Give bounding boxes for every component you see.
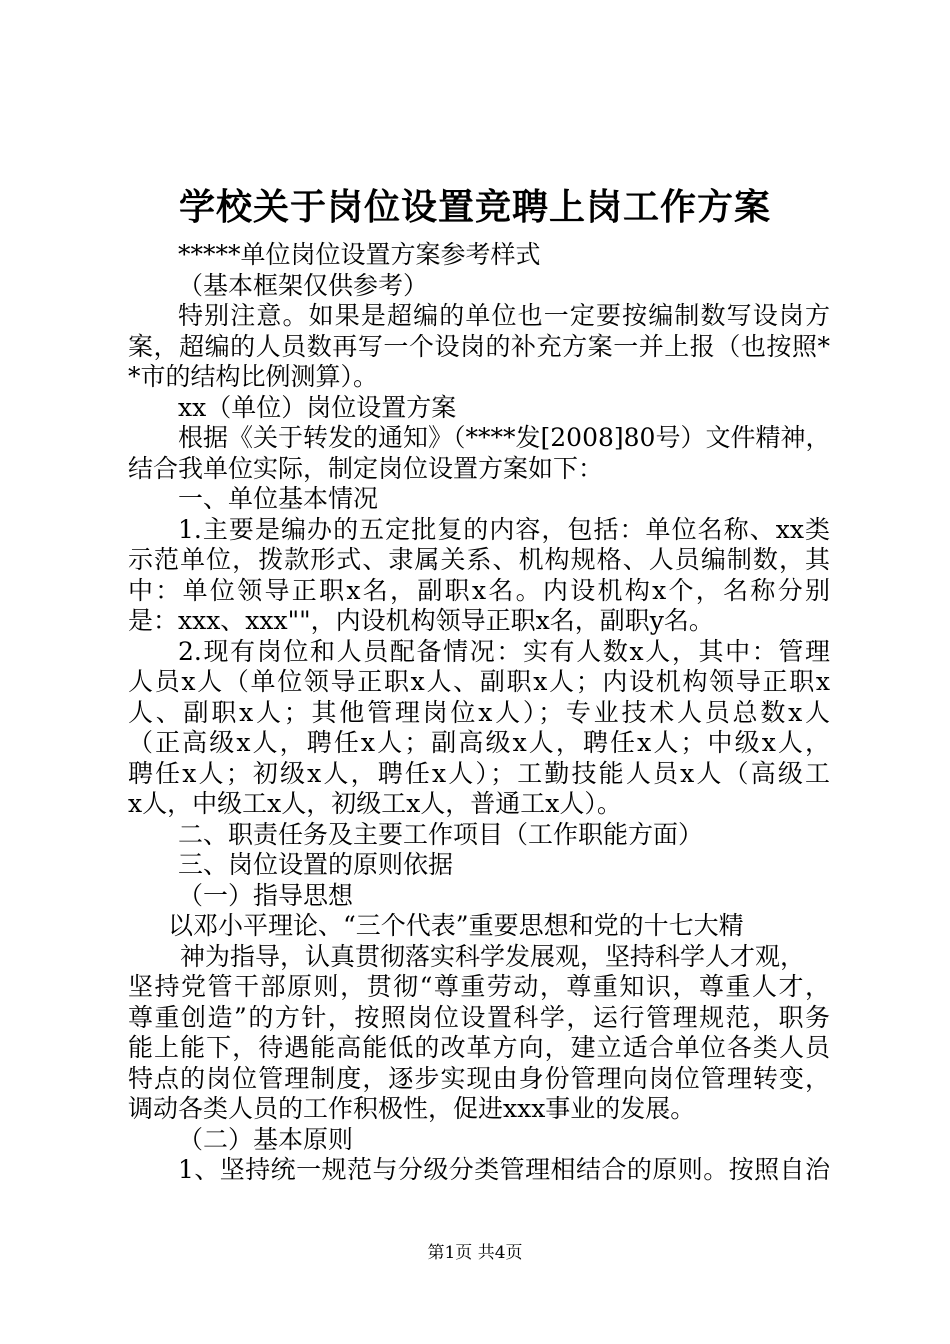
paragraph-line: （正高级x人，聘任x人；副高级x人，聘任x人；中级x人， (128, 728, 830, 757)
page-number-footer: 第1页 共4页 (427, 1243, 523, 1263)
paragraph-line: 尊重创造”的方针，按照岗位设置科学，运行管理规范，职务 (128, 1002, 830, 1032)
paragraph-line: *****单位岗位设置方案参考样式 (178, 240, 541, 269)
section-heading: 二、职责任务及主要工作项目（工作职能方面） (178, 819, 704, 849)
paragraph-line: *市的结构比例测算）。 (128, 362, 379, 391)
paragraph-line: 调动各类人员的工作积极性，促进xxx事业的发展。 (128, 1094, 696, 1123)
subsection-heading: （二）基本原则 (178, 1124, 354, 1154)
paragraph-line: 结合我单位实际，制定岗位设置方案如下： (128, 453, 604, 483)
paragraph-line: 人员x人（单位领导正职x人、副职x人；内设机构领导正职x (128, 667, 830, 696)
paragraph-line: 人、副职x人；其他管理岗位x人）；专业技术人员总数x人 (128, 697, 830, 727)
paragraph-line: 神为指导，认真贯彻落实科学发展观，坚持科学人才观， (180, 941, 806, 971)
paragraph-line: 能上能下，待遇能高能低的改革方向，建立适合单位各类人员 (128, 1033, 830, 1062)
paragraph-line: 特别注意。如果是超编的单位也一定要按编制数写设岗方 (178, 301, 830, 330)
paragraph-line: 根据《关于转发的通知》（****发[2008]80号）文件精神， (178, 423, 831, 452)
paragraph-line: 坚持党管干部原则，贯彻“尊重劳动，尊重知识，尊重人才， (128, 972, 830, 1001)
paragraph-line: xx（单位）岗位设置方案 (178, 392, 457, 422)
paragraph-line: 以邓小平理论、“三个代表”重要思想和党的十七大精 (168, 911, 744, 940)
paragraph-line: x人，中级工x人，初级工x人，普通工x人）。 (128, 789, 622, 818)
paragraph-line: 示范单位，拨款形式、隶属关系、机构规格、人员编制数，其 (128, 545, 830, 574)
paragraph-line: 2.现有岗位和人员配备情况：实有人数x人，其中：管理 (178, 636, 830, 666)
paragraph-line: 特点的岗位管理制度，逐步实现由身份管理向岗位管理转变， (128, 1063, 830, 1093)
paragraph-line: 中：单位领导正职x名，副职x名。内设机构x个，名称分别 (128, 575, 830, 605)
subsection-heading: （一）指导思想 (178, 880, 354, 910)
document-body (128, 240, 830, 1186)
paragraph-line: 1.主要是编办的五定批复的内容，包括：单位名称、xx类 (178, 514, 830, 544)
paragraph-line: 是：xxx、xxx""，内设机构领导正职x名，副职y名。 (128, 606, 714, 635)
paragraph-line: 1、坚持统一规范与分级分类管理相结合的原则。按照自治 (178, 1155, 830, 1184)
document-title: 学校关于岗位设置竞聘上岗工作方案 (178, 186, 771, 228)
paragraph-line: 案，超编的人员数再写一个设岗的补充方案一并上报（也按照* (128, 331, 830, 361)
paragraph-line: （基本框架仅供参考） (178, 270, 429, 300)
section-heading: 三、岗位设置的原则依据 (178, 850, 454, 879)
paragraph-line: 聘任x人；初级x人，聘任x人）；工勤技能人员x人（高级工 (128, 758, 830, 788)
section-heading: 一、单位基本情况 (178, 484, 379, 513)
